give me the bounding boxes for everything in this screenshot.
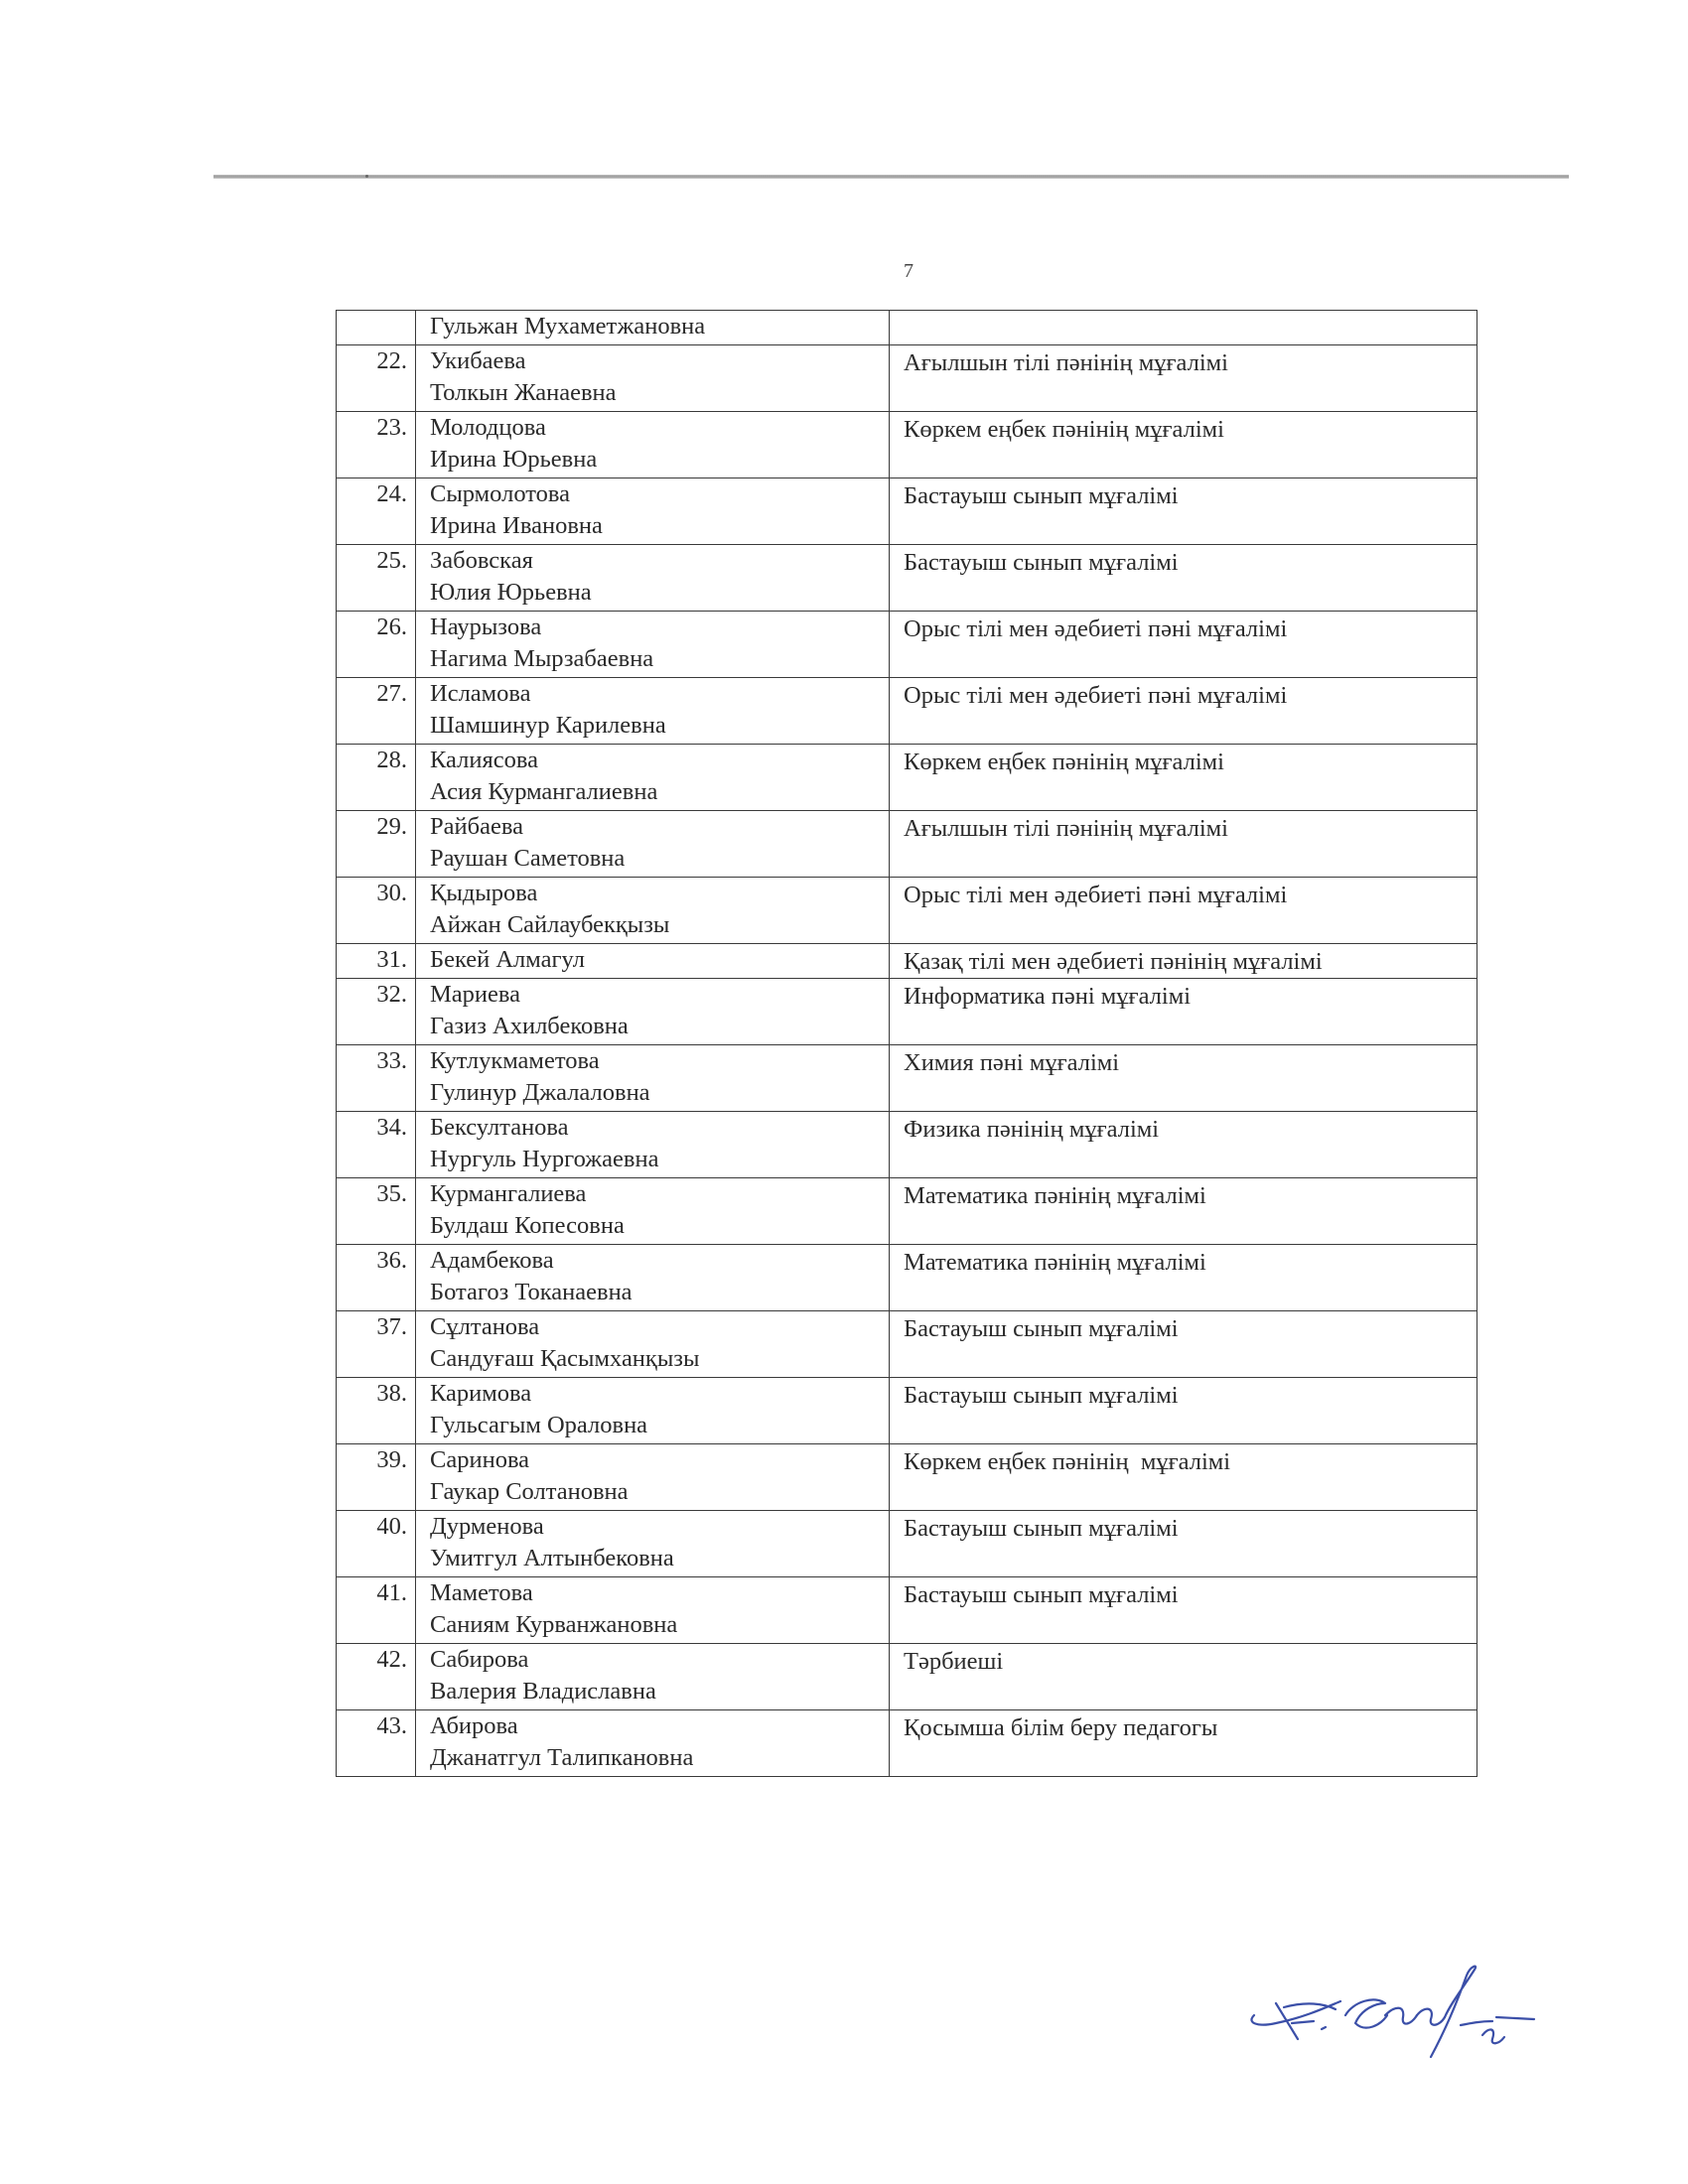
employee-name [416,1378,890,1444]
table-row [337,878,1477,944]
employee-name [416,1511,890,1577]
employee-given-name: Айжан Сайлаубекқызы [430,911,670,938]
employee-surname: Укибаева [430,347,526,374]
employee-name [416,1311,890,1378]
employee-surname: Кутлукмаметова [430,1047,600,1074]
table-row [337,612,1477,678]
employee-name [416,979,890,1045]
table-row [337,1045,1477,1112]
employee-surname: Қыдырова [430,880,538,906]
row-number: 32. [337,979,416,1045]
employee-position: Ағылшын тілі пәнінің мұғалімі [890,811,1477,878]
employee-surname: Маметова [430,1579,533,1606]
row-number: 42. [337,1644,416,1710]
row-number: 25. [337,545,416,612]
employee-surname: Саринова [430,1446,530,1473]
row-number: 38. [337,1378,416,1444]
row-number: 24. [337,478,416,545]
employee-position: Бастауыш сынып мұғалімі [890,1577,1477,1644]
employee-given-name: Юлия Юрьевна [430,579,592,606]
page-number: 7 [904,260,914,282]
row-number: 40. [337,1511,416,1577]
table-row [337,478,1477,545]
employee-surname: Адамбекова [430,1247,554,1274]
table-row [337,345,1477,412]
table-row [337,944,1477,979]
employee-position: Көркем еңбек пәнінің мұғалімі [890,412,1477,478]
table-row [337,1378,1477,1444]
employee-position: Бастауыш сынып мұғалімі [890,1378,1477,1444]
table-row [337,545,1477,612]
employee-position: Химия пәні мұғалімі [890,1045,1477,1112]
row-number: 39. [337,1444,416,1511]
employee-surname: Абирова [430,1712,518,1739]
employee-name [416,1178,890,1245]
row-number [337,311,416,345]
row-number: 34. [337,1112,416,1178]
employee-surname: Наурызова [430,614,542,640]
employee-given-name: Шамшинур Карилевна [430,712,666,739]
row-number: 43. [337,1710,416,1777]
employee-given-name: Сандуғаш Қасымханқызы [430,1345,700,1372]
employee-surname: Сабирова [430,1646,529,1673]
staff-table [336,310,1477,1777]
employee-position: Математика пәнінің мұғалімі [890,1178,1477,1245]
employee-position: Орыс тілі мен әдебиеті пәні мұғалімі [890,612,1477,678]
employee-name [416,878,890,944]
employee-position: Қазақ тілі мен әдебиеті пәнінің мұғалімі [890,944,1477,979]
table-row [337,311,1477,345]
employee-given-name: Раушан Саметовна [430,845,626,872]
employee-given-name: Умитгул Алтынбековна [430,1545,674,1571]
employee-surname: Бексултанова [430,1114,569,1141]
employee-name [416,1045,890,1112]
employee-name [416,1245,890,1311]
table-row [337,1245,1477,1311]
employee-position: Физика пәнінің мұғалімі [890,1112,1477,1178]
table-row [337,979,1477,1045]
employee-position: Математика пәнінің мұғалімі [890,1245,1477,1311]
employee-surname: Дурменова [430,1513,544,1540]
employee-given-name: Гулинур Джалаловна [430,1079,650,1106]
employee-name [416,745,890,811]
employee-name [416,412,890,478]
row-number: 28. [337,745,416,811]
employee-name [416,1444,890,1511]
row-number: 33. [337,1045,416,1112]
employee-surname: Сырмолотова [430,480,571,507]
table-row [337,1112,1477,1178]
row-number: 27. [337,678,416,745]
employee-given-name: Гульсагым Ораловна [430,1412,648,1438]
row-number: 23. [337,412,416,478]
row-number: 41. [337,1577,416,1644]
employee-name [416,311,890,345]
employee-surname: Забовская [430,547,533,574]
employee-name [416,1710,890,1777]
employee-position: Тәрбиеші [890,1644,1477,1710]
employee-name [416,478,890,545]
employee-surname: Молодцова [430,414,546,441]
employee-surname: Райбаева [430,813,523,840]
employee-given-name: Саниям Курванжановна [430,1611,678,1638]
employee-position: Орыс тілі мен әдебиеті пәні мұғалімі [890,878,1477,944]
row-number: 31. [337,944,416,979]
employee-surname: Сұлтанова [430,1313,540,1340]
table-row [337,1178,1477,1245]
employee-given-name: Толкын Жанаевна [430,379,617,406]
table-row [337,811,1477,878]
table-row [337,1511,1477,1577]
employee-position: Информатика пәні мұғалімі [890,979,1477,1045]
employee-name [416,1577,890,1644]
employee-name [416,612,890,678]
employee-given-name: Нагима Мырзабаевна [430,645,654,672]
employee-surname: Курмангалиева [430,1180,587,1207]
employee-surname: Мариева [430,981,521,1008]
employee-position: Бастауыш сынып мұғалімі [890,478,1477,545]
row-number: 30. [337,878,416,944]
table-row [337,1710,1477,1777]
row-number: 36. [337,1245,416,1311]
employee-name [416,1112,890,1178]
employee-name [416,678,890,745]
signature-icon [1236,1946,1554,2075]
header-rule-mark [365,175,368,178]
employee-position: Бастауыш сынып мұғалімі [890,1511,1477,1577]
employee-name [416,1644,890,1710]
employee-name [416,345,890,412]
employee-position: Ағылшын тілі пәнінің мұғалімі [890,345,1477,412]
row-number: 22. [337,345,416,412]
table-row [337,1644,1477,1710]
row-number: 29. [337,811,416,878]
employee-given-name: Нургуль Нургожаевна [430,1146,659,1172]
table-row [337,678,1477,745]
employee-given-name: Асия Курмангалиевна [430,778,658,805]
staff-table-body [337,311,1477,1777]
table-row [337,745,1477,811]
header-rule [213,175,1569,179]
row-number: 37. [337,1311,416,1378]
employee-name [416,811,890,878]
employee-given-name: Ботагоз Токанаевна [430,1279,633,1305]
employee-given-name: Джанатгул Талипкановна [430,1744,694,1771]
employee-surname: Бекей Алмагул [430,946,585,973]
table-row [337,412,1477,478]
employee-surname: Калиясова [430,747,538,773]
row-number: 26. [337,612,416,678]
employee-given-name: Ирина Ивановна [430,512,603,539]
employee-given-name: Гаукар Солтановна [430,1478,629,1505]
table-row [337,1311,1477,1378]
employee-position [890,311,1477,345]
employee-surname: Гульжан Мухаметжановна [430,313,706,340]
employee-given-name: Булдаш Копесовна [430,1212,625,1239]
employee-position: Көркем еңбек пәнінің мұғалімі [890,1444,1477,1511]
row-number: 35. [337,1178,416,1245]
employee-given-name: Валерия Владиславна [430,1678,656,1705]
employee-name [416,944,890,979]
employee-surname: Исламова [430,680,531,707]
table-row [337,1444,1477,1511]
employee-position: Бастауыш сынып мұғалімі [890,545,1477,612]
employee-surname: Каримова [430,1380,532,1407]
employee-name [416,545,890,612]
employee-position: Орыс тілі мен әдебиеті пәні мұғалімі [890,678,1477,745]
employee-position: Қосымша білім беру педагогы [890,1710,1477,1777]
table-row [337,1577,1477,1644]
employee-position: Көркем еңбек пәнінің мұғалімі [890,745,1477,811]
employee-given-name: Ирина Юрьевна [430,446,598,473]
employee-position: Бастауыш сынып мұғалімі [890,1311,1477,1378]
employee-given-name: Газиз Ахилбековна [430,1013,629,1039]
